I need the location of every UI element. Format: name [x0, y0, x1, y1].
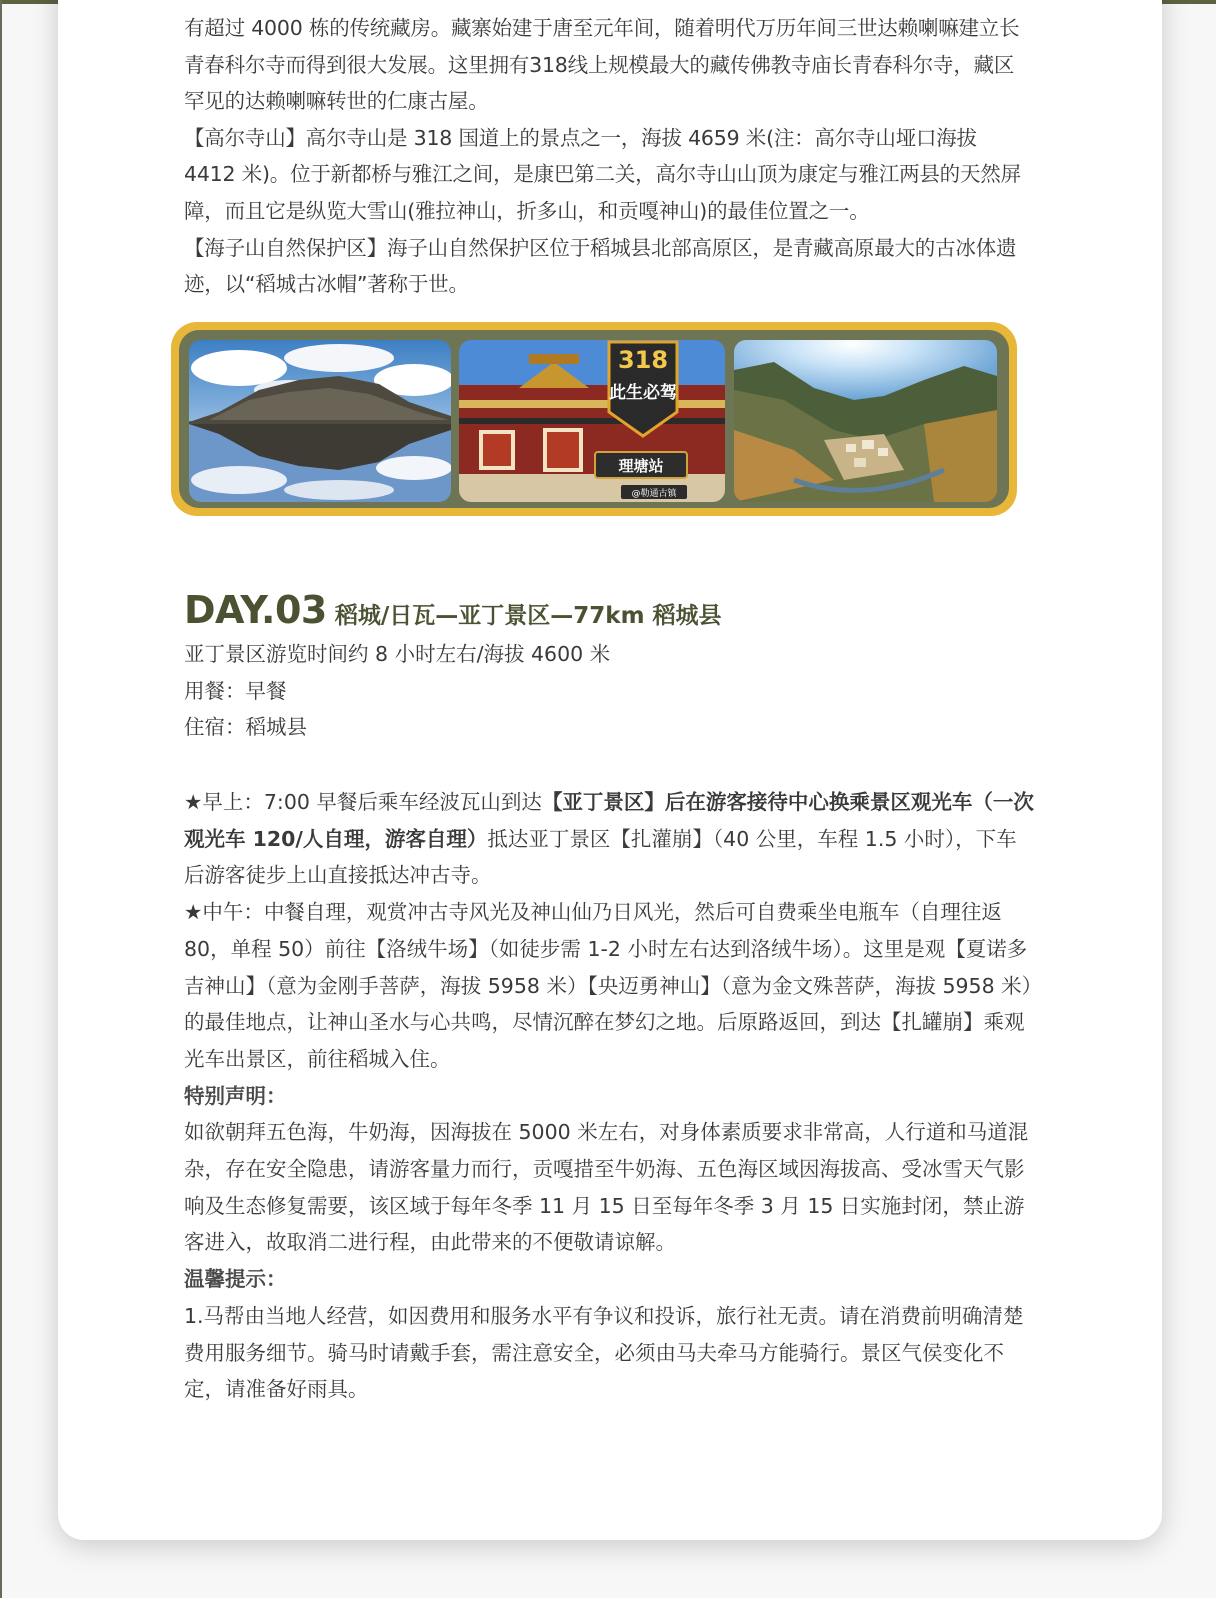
intro-paragraph-1: 有超过 4000 栋的传统藏房。藏寨始建于唐至元年间，随着明代万历年间三世达赖喇嘛建立长青春科尔寺而得到很大发展。这里拥有318线上规模最大的藏传佛教寺庙长青春科尔寺，藏区罕见的达赖喇嘛转世的仁康古屋。	[184, 16, 1020, 114]
intro-paragraph-haizishan: 【海子山自然保护区】海子山自然保护区位于稻城县北部高原区，是青藏高原最大的古冰体遗迹，以“稻城古冰帽”著称于世。	[184, 235, 1017, 297]
morning-prefix: ★早上：7:00 早餐后乘车经波瓦山到达	[184, 790, 542, 814]
day-number: DAY.03	[184, 588, 327, 632]
notice-title: 特别声明：	[184, 1083, 287, 1108]
morning-suffix: 抵达亚丁景区【扎灌崩】（40 公里，车程 1.5 小时），下车后游客徒步上山直接抵达冲古寺。	[184, 826, 1017, 888]
tips-title: 温馨提示：	[184, 1267, 287, 1292]
day-info	[184, 636, 1034, 746]
gallery-inner-frame	[179, 330, 1009, 508]
intro-paragraph-gaoersi: 【高尔寺山】高尔寺山是 318 国道上的景点之一，海拔 4659 米(注：高尔寺山垭口海拔 4412 米)。位于新都桥与雅江之间，是康巴第二关，高尔寺山山顶为康定与雅江两县的天然屏障，而且它是纵览大雪山(雅拉神山，折多山，和贡嘎神山)的最佳位置之一。	[184, 125, 1021, 223]
day-heading	[184, 588, 1084, 632]
left-border	[0, 0, 2, 1598]
day-detail	[184, 784, 1034, 1408]
noon-paragraph: ★中午：中餐自理，观赏冲古寺风光及神山仙乃日风光，然后可自费乘坐电瓶车（自理往返 80，单程 50）前往【洛绒牛场】（如徒步需 1-2 小时左右达到洛绒牛场）。这里是观【夏诺多吉神山】（意为金刚手菩萨，海拔 5958 米）【央迈勇神山】（意为金文殊菩萨，海拔 5958 米）的最佳地点，让神山圣水与心共鸣，尽情沉醉在梦幻之地。后原路返回，到达【扎罐崩】乘观光车出景区，前往稻城入住。	[184, 900, 1032, 1071]
day-info-stay: 住宿：稻城县	[184, 715, 307, 739]
monastery-sign-image	[459, 340, 725, 502]
sign-credit-text: @勒通古镇	[631, 489, 677, 499]
tips-text: 1.马帮由当地人经营，如因费用和服务水平有争议和投诉，旅行社无责。请在消费前明确清楚费用服务细节。骑马时请戴手套，需注意安全，必须由马夫牵马方能骑行。景区气侯变化不定，请准备好雨具。	[184, 1303, 1024, 1402]
day-info-meal: 用餐：早餐	[184, 678, 287, 703]
intro-section	[184, 10, 1034, 303]
sign-slogan-text: 此生必驾	[609, 383, 677, 403]
sign-318-text: 318	[617, 346, 669, 374]
photo-haizishan-lake[interactable]	[189, 340, 451, 502]
notice-text: 如欲朝拜五色海，牛奶海，因海拔在 5000 米左右，对身体素质要求非常高，人行道和马道混杂，存在安全隐患，请游客量力而行，贡嘎措至牛奶海、五色海区域因海拔高、受冰雪天气影响及生态修复需要，该区域于每年冬季 11 月 15 日至每年冬季 3 月 15 日实施封闭，禁止游客进入，故取消二进行程，由此带来的不便敬请谅解。	[184, 1120, 1029, 1255]
sign-station-text: 理塘站	[618, 457, 664, 475]
lake-reflection-image	[189, 340, 451, 502]
photo-valley-town[interactable]	[734, 340, 997, 502]
day-info-time: 亚丁景区游览时间约 8 小时左右/海拔 4600 米	[184, 642, 611, 666]
day-route: 稻城/日瓦—亚丁景区—77km 稻城县	[334, 603, 722, 629]
morning-bold: 【亚丁景区】后在游客接待中心换乘景区观光车（一次观光车 120/人自理，游客自理）	[184, 790, 1034, 851]
valley-town-image	[734, 340, 997, 502]
photo-litang-station[interactable]	[459, 340, 725, 502]
photo-gallery	[171, 322, 1017, 516]
morning-paragraph	[184, 784, 1034, 894]
